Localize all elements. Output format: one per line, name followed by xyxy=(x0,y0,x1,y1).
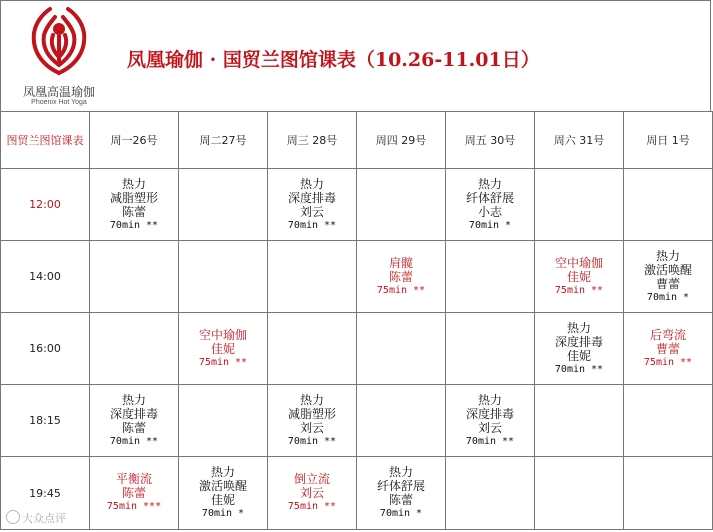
schedule-table xyxy=(0,111,713,530)
class-info xyxy=(535,256,623,298)
class-info xyxy=(90,177,178,233)
instructor-name: 佳妮 xyxy=(210,341,235,356)
class-name: 空中瑜伽 xyxy=(554,255,603,270)
class-name: 纤体舒展 xyxy=(465,190,514,205)
empty-cell xyxy=(179,241,268,313)
class-info xyxy=(179,328,267,370)
class-type: 热力 xyxy=(210,465,235,479)
table-row xyxy=(1,457,713,530)
time-slot: 12:00 xyxy=(1,169,90,241)
day-header: 周一26号 xyxy=(90,112,179,169)
class-type: 热力 xyxy=(388,465,413,479)
class-type: 热力 xyxy=(299,176,324,191)
class-duration: 70min ** xyxy=(287,219,337,231)
watermark-text: 大众点评 xyxy=(22,512,66,525)
brand-name: 凤凰高温瑜伽 xyxy=(22,85,95,99)
class-name: 肩髋 xyxy=(388,255,413,270)
empty-cell xyxy=(624,457,713,530)
day-header: 周五 30号 xyxy=(446,112,535,169)
instructor-name: 刘云 xyxy=(299,420,324,435)
empty-cell xyxy=(446,457,535,530)
table-row xyxy=(1,313,713,385)
class-cell xyxy=(535,241,624,313)
class-duration: 70min ** xyxy=(287,435,337,447)
brand-logo xyxy=(9,5,109,107)
day-header: 周四 29号 xyxy=(357,112,446,169)
class-info xyxy=(624,249,712,305)
class-duration: 70min * xyxy=(646,291,690,303)
instructor-name: 佳妮 xyxy=(566,269,591,284)
empty-cell xyxy=(179,169,268,241)
schedule-header xyxy=(0,0,711,111)
day-header: 周二27号 xyxy=(179,112,268,169)
class-type: 热力 xyxy=(655,248,680,263)
brand-subtitle: Phoenix Hot Yoga xyxy=(31,99,87,106)
class-cell xyxy=(268,169,357,241)
empty-cell xyxy=(446,313,535,385)
table-row xyxy=(1,241,713,313)
class-duration: 70min ** xyxy=(554,363,604,375)
class-duration: 70min ** xyxy=(109,435,159,447)
class-cell xyxy=(268,457,357,530)
empty-cell xyxy=(268,313,357,385)
class-cell xyxy=(357,457,446,530)
instructor-name: 佳妮 xyxy=(210,493,235,507)
class-info xyxy=(90,472,178,514)
class-name: 激活唤醒 xyxy=(643,262,692,277)
empty-cell xyxy=(624,169,713,241)
instructor-name: 陈蕾 xyxy=(121,420,146,435)
class-cell xyxy=(90,385,179,457)
class-duration: 70min ** xyxy=(465,435,515,447)
watermark xyxy=(6,510,66,526)
class-cell xyxy=(179,457,268,530)
class-name: 后弯流 xyxy=(649,327,686,342)
class-type: 热力 xyxy=(477,392,502,407)
instructor-name: 刘云 xyxy=(299,204,324,219)
empty-cell xyxy=(90,313,179,385)
class-info xyxy=(268,177,356,233)
class-info xyxy=(357,465,445,521)
day-header: 周日 1号 xyxy=(624,112,713,169)
empty-cell xyxy=(535,169,624,241)
empty-cell xyxy=(179,385,268,457)
instructor-name: 陈蕾 xyxy=(121,204,146,219)
class-duration: 75min ** xyxy=(643,356,693,368)
class-cell xyxy=(624,241,713,313)
class-info xyxy=(535,321,623,377)
class-duration: 70min * xyxy=(379,508,423,519)
class-name: 减脂塑形 xyxy=(287,406,336,421)
class-type: 热力 xyxy=(299,392,324,407)
class-duration: 70min * xyxy=(201,508,245,519)
corner-label: 图贸兰图馆课表 xyxy=(1,112,90,169)
class-name: 深度排毒 xyxy=(109,406,158,421)
empty-cell xyxy=(624,385,713,457)
class-cell xyxy=(446,169,535,241)
phoenix-logo-icon xyxy=(22,5,96,79)
class-info xyxy=(268,472,356,514)
page-title: 凤凰瑜伽 · 国贸兰图馆课表（10.26-11.01日） xyxy=(127,49,540,71)
time-slot: 18:15 xyxy=(1,385,90,457)
class-duration: 75min ** xyxy=(376,284,426,296)
instructor-name: 刘云 xyxy=(299,486,324,500)
class-name: 深度排毒 xyxy=(287,190,336,205)
class-cell xyxy=(90,169,179,241)
empty-cell xyxy=(446,241,535,313)
table-row xyxy=(1,385,713,457)
class-name: 减脂塑形 xyxy=(109,190,158,205)
instructor-name: 佳妮 xyxy=(566,348,591,363)
class-type: 热力 xyxy=(477,176,502,191)
class-info xyxy=(179,465,267,521)
class-cell xyxy=(268,385,357,457)
class-name: 空中瑜伽 xyxy=(198,327,247,342)
dianping-logo-icon xyxy=(6,510,20,524)
class-info xyxy=(446,177,534,233)
class-name: 纤体舒展 xyxy=(376,479,425,493)
class-duration: 75min ** xyxy=(198,356,248,368)
class-cell xyxy=(357,241,446,313)
empty-cell xyxy=(90,241,179,313)
day-header: 周六 31号 xyxy=(535,112,624,169)
class-duration: 75min ** xyxy=(287,501,337,512)
class-name: 倒立流 xyxy=(293,472,330,486)
empty-cell xyxy=(535,457,624,530)
class-type: 热力 xyxy=(566,320,591,335)
class-cell xyxy=(446,385,535,457)
class-type: 热力 xyxy=(121,176,146,191)
time-slot: 14:00 xyxy=(1,241,90,313)
empty-cell xyxy=(357,313,446,385)
instructor-name: 刘云 xyxy=(477,420,502,435)
class-info xyxy=(90,393,178,449)
class-info xyxy=(357,256,445,298)
empty-cell xyxy=(268,241,357,313)
table-row xyxy=(1,169,713,241)
class-cell xyxy=(179,313,268,385)
class-name: 平衡流 xyxy=(115,472,152,486)
instructor-name: 小志 xyxy=(477,204,502,219)
instructor-name: 曹蕾 xyxy=(655,276,680,291)
time-slot: 19:45 xyxy=(1,457,90,530)
empty-cell xyxy=(357,385,446,457)
class-cell xyxy=(90,457,179,530)
class-cell xyxy=(624,313,713,385)
empty-cell xyxy=(535,385,624,457)
instructor-name: 陈蕾 xyxy=(121,486,146,500)
class-duration: 70min * xyxy=(468,219,512,231)
class-name: 深度排毒 xyxy=(554,334,603,349)
instructor-name: 曹蕾 xyxy=(655,341,680,356)
class-duration: 75min *** xyxy=(106,501,162,512)
class-duration: 70min ** xyxy=(109,219,159,231)
class-info xyxy=(624,328,712,370)
class-name: 深度排毒 xyxy=(465,406,514,421)
schedule-header-row xyxy=(1,112,713,169)
class-info xyxy=(446,393,534,449)
class-name: 激活唤醒 xyxy=(198,479,247,493)
class-duration: 75min ** xyxy=(554,284,604,296)
class-info xyxy=(268,393,356,449)
time-slot: 16:00 xyxy=(1,313,90,385)
instructor-name: 陈蕾 xyxy=(388,269,413,284)
instructor-name: 陈蕾 xyxy=(388,493,413,507)
class-cell xyxy=(535,313,624,385)
day-header: 周三 28号 xyxy=(268,112,357,169)
schedule-body xyxy=(1,169,713,530)
class-type: 热力 xyxy=(121,392,146,407)
empty-cell xyxy=(357,169,446,241)
